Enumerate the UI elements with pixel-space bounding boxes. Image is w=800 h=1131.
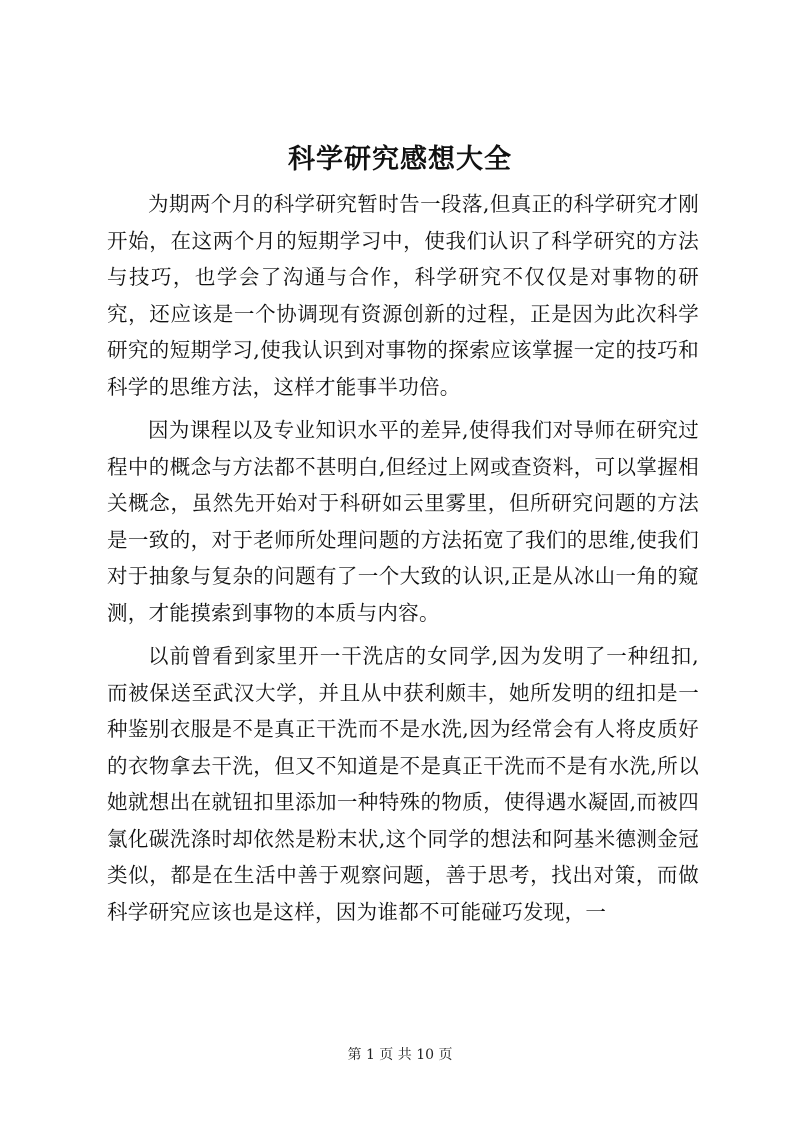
page-title: 科学研究感想大全 <box>288 144 512 175</box>
page-footer: 第 1 页 共 10 页 <box>347 1047 453 1063</box>
paragraph-1: 为期两个月的科学研究暂时告一段落,但真正的科学研究才刚开始，在这两个月的短期学习中，使我们认识了科学研究的方法与技巧，也学会了沟通与合作，科学研究不仅仅是对事物的研究，还应该是一个协调现有资源创新的过程，正是因为此次科学研究的短期学习,使我认识到对事物的探索应该掌握一定的技巧和科学的思维方法，这样才能事半功倍。 <box>107 192 699 399</box>
paragraph-3: 以前曾看到家里开一干洗店的女同学,因为发明了一种纽扣,而被保送至武汉大学，并且从中获利颇丰，她所发明的纽扣是一种鉴别衣服是不是真正干洗而不是水洗,因为经常会有人将皮质好的衣物拿去干洗，但又不知道是不是真正干洗而不是有水洗,所以她就想出在就钮扣里添加一种特殊的物质，使得遇水凝固,而被四氯化碳洗涤时却依然是粉末状,这个同学的想法和阿基米德测金冠类似，都是在生活中善于观察问题，善于思考，找出对策，而做科学研究应该也是这样，因为谁都不可能碰巧发现，一 <box>107 644 699 924</box>
document-body <box>107 186 699 937</box>
paragraph-2: 因为课程以及专业知识水平的差异,使得我们对导师在研究过程中的概念与方法都不甚明白,但经过上网或查资料，可以掌握相关概念，虽然先开始对于科研如云里雾里，但所研究问题的方法是一致的，对于老师所处理问题的方法拓宽了我们的思维,使我们对于抽象与复杂的问题有了一个大致的认识,正是从冰山一角的窥测，才能摸索到事物的本质与内容。 <box>107 418 699 625</box>
